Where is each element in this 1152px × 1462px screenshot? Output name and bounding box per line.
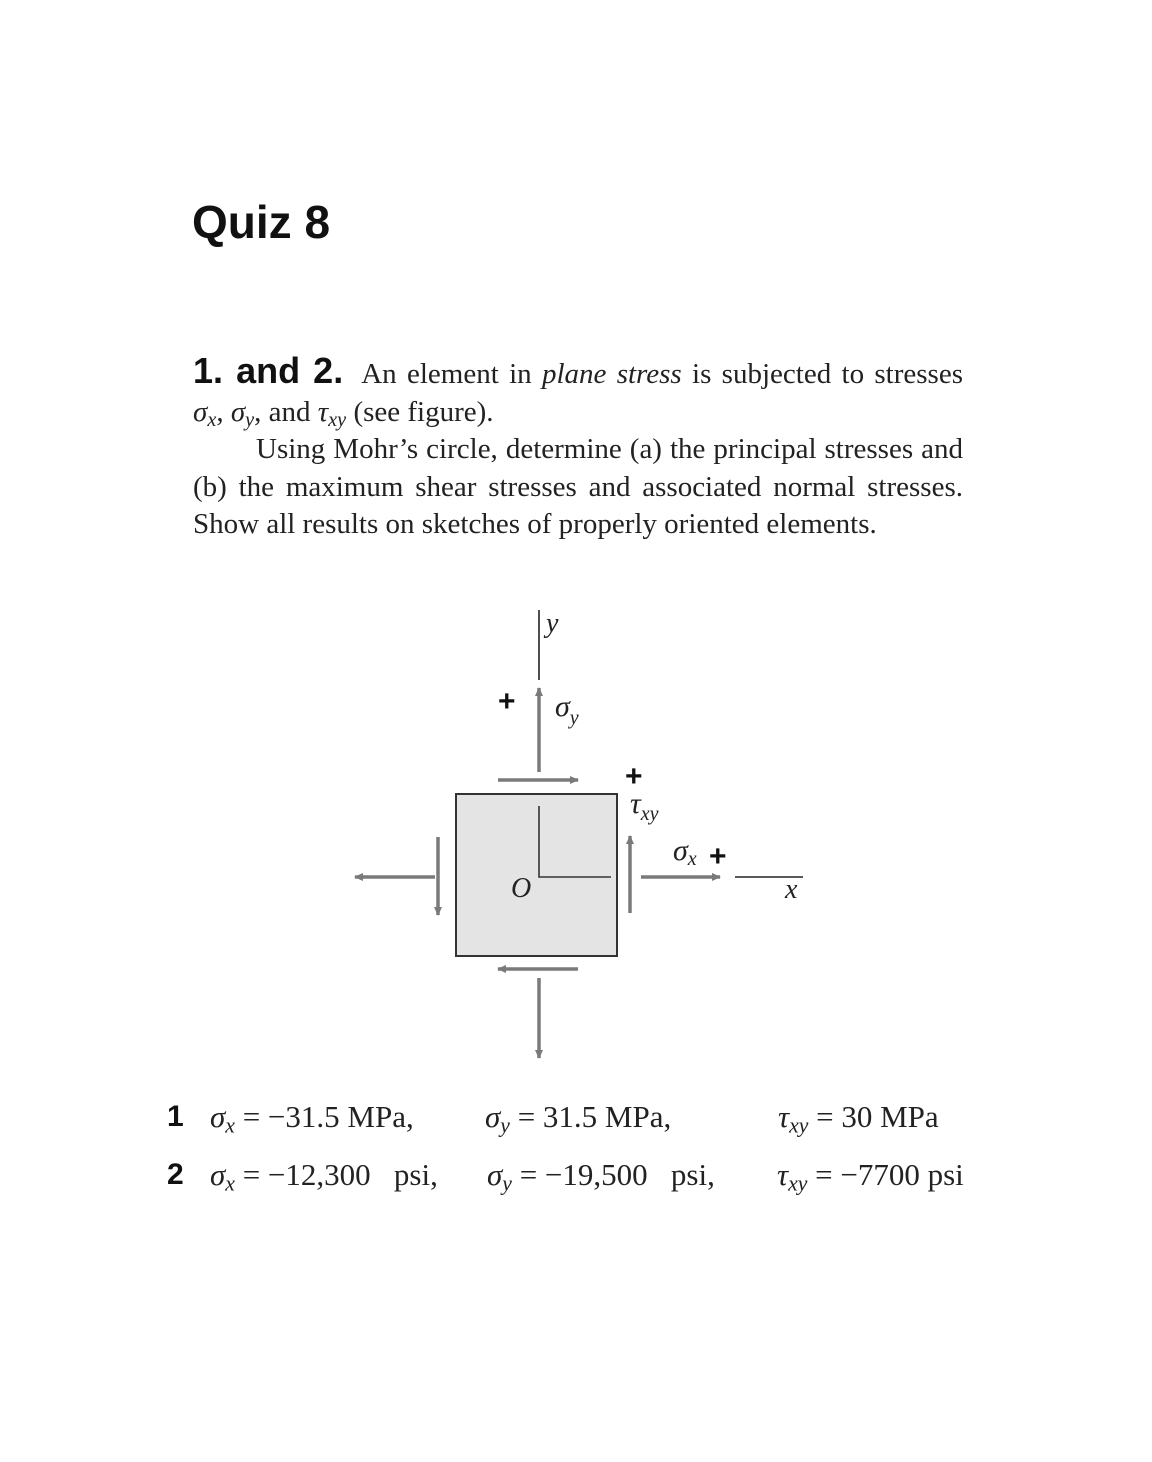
sigma-symbol: σ: [193, 395, 208, 428]
subscript-xy: xy: [788, 1171, 808, 1196]
stress-element: [456, 794, 617, 956]
sigma-x-label: σx: [673, 834, 697, 870]
tau-xy-label: $\tau_{xy}$: [630, 787, 659, 825]
given-2-tau-xy-value: = −7700 psi: [815, 1157, 964, 1192]
given-2-sigma-x-value: = −12,300 psi,: [242, 1157, 438, 1192]
given-1-sigma-y-value: = 31.5 MPa,: [517, 1099, 672, 1134]
given-row-1: [167, 1092, 1007, 1142]
x-axis-label: x: [785, 874, 798, 905]
see-figure-text: (see figure).: [346, 395, 494, 428]
y-axis-label: y: [546, 608, 559, 639]
given-row-2: [167, 1150, 1007, 1200]
problem-intro: [193, 352, 963, 431]
subscript-y: y: [502, 1171, 512, 1196]
given-2-sigma-x: $\sigma_x = -12,300$ psi,: [210, 1157, 438, 1196]
quiz-title: Quiz 8: [192, 196, 331, 248]
given-2-sigma-y-value: = −19,500 psi,: [519, 1157, 715, 1192]
tau-plus: +: [625, 760, 643, 793]
intro-text-2: is subjected to stresses: [681, 358, 963, 390]
sigma-y-label: $\sigma_y$: [555, 690, 579, 729]
sigma-symbol: σ: [230, 395, 246, 428]
problem-number: 1. and 2.: [193, 350, 344, 391]
sigma-y-plus: +: [498, 685, 516, 718]
problem-statement: [193, 352, 963, 544]
given-number-2: 2: [167, 1158, 184, 1191]
intro-text: An element in: [361, 358, 542, 390]
subscript-x: x: [207, 408, 217, 431]
given-2-tau-xy: $\tau_{xy} = -7700$ psi: [777, 1157, 964, 1196]
separator: , and: [254, 395, 318, 428]
given-1-sigma-y: $\sigma_y = 31.5$ MPa,: [485, 1099, 672, 1138]
separator: ,: [216, 395, 231, 428]
given-1-tau-xy-value: = 30 MPa: [816, 1099, 939, 1134]
problem-body: Using Mohr’s circle, determine (a) the principal stresses and (b) the maximum shear stresses and associated normal stresses. Show all results on sketches of properly oriented elements.: [193, 433, 963, 540]
given-number-1: 1: [167, 1100, 184, 1133]
subscript-y: y: [245, 408, 255, 431]
subscript-xy: xy: [789, 1113, 809, 1138]
given-2-sigma-y: $\sigma_y = -19,500$ psi,: [487, 1157, 715, 1196]
given-1-sigma-x-value: = −31.5 MPa,: [242, 1099, 414, 1134]
sigma-x-plus: +: [709, 840, 727, 873]
given-1-tau-xy: $\tau_{xy} = 30$ MPa: [778, 1099, 939, 1138]
tau-symbol: τ: [317, 395, 329, 428]
stress-element-figure: [0, 600, 1152, 1080]
subscript-xy: xy: [328, 408, 347, 431]
subscript-y: y: [500, 1113, 510, 1138]
emphasis-plane-stress: plane stress: [541, 358, 682, 390]
subscript-x: x: [225, 1171, 235, 1196]
subscript-x: x: [225, 1113, 235, 1138]
given-1-sigma-x: $\sigma_x = -31.5$ MPa,: [210, 1099, 414, 1138]
origin-label: O: [511, 873, 532, 904]
